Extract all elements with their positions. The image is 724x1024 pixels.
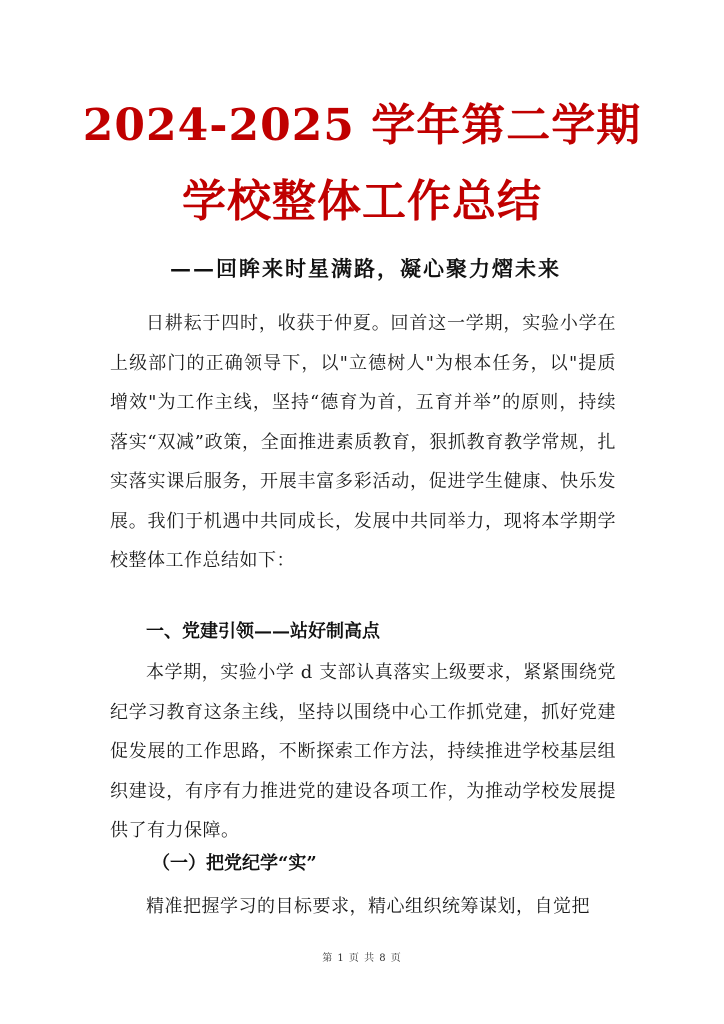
intro-paragraph: 日耕耘于四时，收获于仲夏。回首这一学期，实验小学在上级部门的正确领导下，以"立德树人"为根本任务，以"提质增效"为工作主线，坚持“德育为首，五育并举”的原则，持续落实“双减”政策，全面推进素质教育，狠抓教育教学常规，扎实落实课后服务，开展丰富多彩活动，促进学生健康、快乐发展。我们于机遇中共同成长，发展中共同举力，现将本学期学校整体工作总结如下： [110, 313, 616, 571]
subtitle: ——回眸来时星满路，凝心聚力熠未来 [170, 256, 561, 281]
section-1-paragraph: 本学期，实验小学 d 支部认真落实上级要求，紧紧围绕党纪学习教育这条主线，坚持以围绕中心工作抓党建，抓好党建促发展的工作思路，不断探索工作方法，持续推进学校基层组织建设，有序有力推进党的建设各项工作，为推动学校发展提供了有力保障。 [110, 662, 616, 841]
subsection-1-paragraph: 精准把握学习的目标要求，精心组织统筹谋划，自觉把 [146, 896, 590, 917]
title-line-2: 学校整体工作总结 [182, 176, 542, 227]
title-line-1: 2024-2025 学年第二学期 [82, 100, 642, 151]
section-1-heading: 一、党建引领——站好制高点 [146, 621, 380, 642]
subsection-1-heading: （一）把党纪学“实” [152, 853, 317, 874]
page-footer: 第 1 页 共 8 页 [322, 953, 402, 964]
